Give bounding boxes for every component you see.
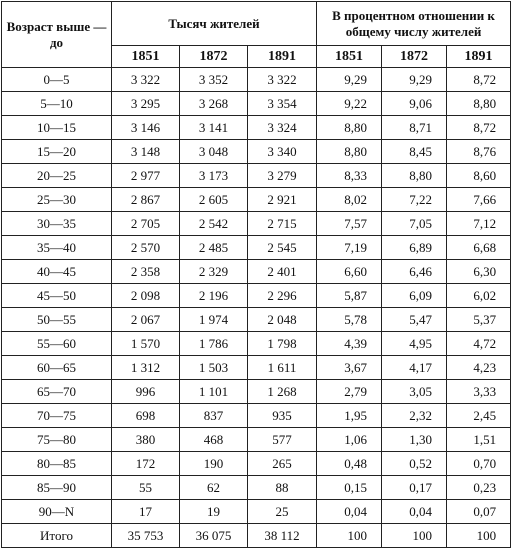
percent-cell: 0,04 xyxy=(317,500,382,524)
age-cell: 55—60 xyxy=(2,332,112,356)
percent-cell: 7,12 xyxy=(447,212,511,236)
thousands-cell: 1 503 xyxy=(180,356,248,380)
thousands-cell: 3 146 xyxy=(112,116,180,140)
thousands-cell: 62 xyxy=(180,476,248,500)
year-header-percent-1872: 1872 xyxy=(382,46,447,68)
percent-cell: 5,78 xyxy=(317,308,382,332)
percent-cell: 0,07 xyxy=(447,500,511,524)
header-row-1 xyxy=(2,2,511,46)
thousands-cell: 2 067 xyxy=(112,308,180,332)
age-cell: 75—80 xyxy=(2,428,112,452)
thousands-cell: 88 xyxy=(248,476,317,500)
thousands-cell: 55 xyxy=(112,476,180,500)
thousands-cell: 3 173 xyxy=(180,164,248,188)
percent-cell: 7,22 xyxy=(382,188,447,212)
percent-cell: 8,60 xyxy=(447,164,511,188)
thousands-cell: 935 xyxy=(248,404,317,428)
thousands-cell: 2 401 xyxy=(248,260,317,284)
thousands-cell: 468 xyxy=(180,428,248,452)
thousands-cell: 3 148 xyxy=(112,140,180,164)
percent-cell: 6,09 xyxy=(382,284,447,308)
percent-cell: 2,32 xyxy=(382,404,447,428)
thousands-cell: 19 xyxy=(180,500,248,524)
table-row xyxy=(2,284,511,308)
thousands-cell: 2 296 xyxy=(248,284,317,308)
thousands-cell: 837 xyxy=(180,404,248,428)
thousands-cell: 1 611 xyxy=(248,356,317,380)
thousands-cell: 2 545 xyxy=(248,236,317,260)
age-cell: 80—85 xyxy=(2,452,112,476)
thousands-cell: 2 867 xyxy=(112,188,180,212)
percent-cell: 0,17 xyxy=(382,476,447,500)
age-cell: 35—40 xyxy=(2,236,112,260)
percent-cell: 5,47 xyxy=(382,308,447,332)
table-row xyxy=(2,212,511,236)
thousands-cell: 698 xyxy=(112,404,180,428)
percent-cell: 3,67 xyxy=(317,356,382,380)
percent-cell: 8,80 xyxy=(447,92,511,116)
percent-cell: 4,72 xyxy=(447,332,511,356)
age-cell: 5—10 xyxy=(2,92,112,116)
age-cell: 65—70 xyxy=(2,380,112,404)
thousands-cell: 3 268 xyxy=(180,92,248,116)
thousands-cell: 1 312 xyxy=(112,356,180,380)
percent-cell: 9,22 xyxy=(317,92,382,116)
thousands-cell: 172 xyxy=(112,452,180,476)
thousands-cell: 2 921 xyxy=(248,188,317,212)
table-row xyxy=(2,68,511,92)
percent-cell: 8,45 xyxy=(382,140,447,164)
thousands-cell: 2 485 xyxy=(180,236,248,260)
table-row xyxy=(2,116,511,140)
percent-cell: 5,87 xyxy=(317,284,382,308)
percent-cell: 8,02 xyxy=(317,188,382,212)
percent-cell: 8,33 xyxy=(317,164,382,188)
population-table xyxy=(1,1,511,548)
age-cell: 70—75 xyxy=(2,404,112,428)
thousands-cell: 3 322 xyxy=(248,68,317,92)
percent-cell: 8,76 xyxy=(447,140,511,164)
table-row xyxy=(2,452,511,476)
percent-cell: 4,17 xyxy=(382,356,447,380)
year-header-percent-1891: 1891 xyxy=(447,46,511,68)
percent-cell: 9,29 xyxy=(317,68,382,92)
thousands-cell: 2 358 xyxy=(112,260,180,284)
percent-cell: 4,95 xyxy=(382,332,447,356)
thousands-cell: 265 xyxy=(248,452,317,476)
percent-cell: 1,51 xyxy=(447,428,511,452)
percent-cell: 5,37 xyxy=(447,308,511,332)
table-row xyxy=(2,524,511,548)
percent-cell: 4,23 xyxy=(447,356,511,380)
percent-cell: 100 xyxy=(447,524,511,548)
age-cell: Итого xyxy=(2,524,112,548)
percent-cell: 8,72 xyxy=(447,68,511,92)
percent-cell: 0,04 xyxy=(382,500,447,524)
percent-cell: 3,05 xyxy=(382,380,447,404)
thousands-cell: 1 101 xyxy=(180,380,248,404)
thousands-cell: 1 798 xyxy=(248,332,317,356)
thousands-cell: 380 xyxy=(112,428,180,452)
table-row xyxy=(2,404,511,428)
thousands-cell: 3 340 xyxy=(248,140,317,164)
thousands-cell: 1 570 xyxy=(112,332,180,356)
table-row xyxy=(2,356,511,380)
percent-cell: 8,80 xyxy=(382,164,447,188)
thousands-cell: 2 977 xyxy=(112,164,180,188)
thousands-cell: 2 542 xyxy=(180,212,248,236)
age-cell: 15—20 xyxy=(2,140,112,164)
percent-cell: 9,29 xyxy=(382,68,447,92)
table-body xyxy=(2,68,511,548)
age-column-header: Возраст выше — до xyxy=(2,2,112,68)
table-row xyxy=(2,92,511,116)
percent-cell: 1,30 xyxy=(382,428,447,452)
percent-cell: 7,57 xyxy=(317,212,382,236)
percent-cell: 0,48 xyxy=(317,452,382,476)
table-row xyxy=(2,188,511,212)
thousands-cell: 3 352 xyxy=(180,68,248,92)
thousands-cell: 577 xyxy=(248,428,317,452)
thousands-cell: 17 xyxy=(112,500,180,524)
year-header-thousands-1851: 1851 xyxy=(112,46,180,68)
table-row xyxy=(2,260,511,284)
thousands-cell: 2 715 xyxy=(248,212,317,236)
percent-cell: 8,71 xyxy=(382,116,447,140)
thousands-cell: 3 279 xyxy=(248,164,317,188)
year-header-percent-1851: 1851 xyxy=(317,46,382,68)
percent-cell: 2,45 xyxy=(447,404,511,428)
table-row xyxy=(2,164,511,188)
thousands-cell: 1 974 xyxy=(180,308,248,332)
table-row xyxy=(2,500,511,524)
table-row xyxy=(2,140,511,164)
age-cell: 0—5 xyxy=(2,68,112,92)
age-cell: 45—50 xyxy=(2,284,112,308)
thousands-cell: 3 322 xyxy=(112,68,180,92)
percent-cell: 8,80 xyxy=(317,116,382,140)
percent-cell: 6,30 xyxy=(447,260,511,284)
percent-cell: 100 xyxy=(317,524,382,548)
percent-cell: 2,79 xyxy=(317,380,382,404)
percent-cell: 9,06 xyxy=(382,92,447,116)
thousands-cell: 2 570 xyxy=(112,236,180,260)
thousands-cell: 190 xyxy=(180,452,248,476)
percent-cell: 100 xyxy=(382,524,447,548)
table-row xyxy=(2,236,511,260)
age-cell: 10—15 xyxy=(2,116,112,140)
table-row xyxy=(2,308,511,332)
thousands-cell: 2 605 xyxy=(180,188,248,212)
percent-cell: 7,19 xyxy=(317,236,382,260)
percent-cell: 0,52 xyxy=(382,452,447,476)
percent-cell: 0,15 xyxy=(317,476,382,500)
age-cell: 40—45 xyxy=(2,260,112,284)
age-cell: 25—30 xyxy=(2,188,112,212)
age-cell: 90—N xyxy=(2,500,112,524)
thousands-cell: 996 xyxy=(112,380,180,404)
thousands-cell: 25 xyxy=(248,500,317,524)
table-row xyxy=(2,332,511,356)
age-cell: 60—65 xyxy=(2,356,112,380)
year-header-thousands-1891: 1891 xyxy=(248,46,317,68)
thousands-cell: 35 753 xyxy=(112,524,180,548)
thousands-cell: 2 098 xyxy=(112,284,180,308)
age-cell: 30—35 xyxy=(2,212,112,236)
percent-group-header: В процентном отношении к общему числу жителей xyxy=(317,2,511,46)
age-cell: 85—90 xyxy=(2,476,112,500)
percent-cell: 6,02 xyxy=(447,284,511,308)
percent-cell: 6,68 xyxy=(447,236,511,260)
percent-cell: 6,60 xyxy=(317,260,382,284)
percent-cell: 0,70 xyxy=(447,452,511,476)
thousands-cell: 3 354 xyxy=(248,92,317,116)
thousands-group-header: Тысяч жителей xyxy=(112,2,317,46)
percent-cell: 3,33 xyxy=(447,380,511,404)
table-row xyxy=(2,428,511,452)
thousands-cell: 3 141 xyxy=(180,116,248,140)
year-header-thousands-1872: 1872 xyxy=(180,46,248,68)
percent-cell: 7,66 xyxy=(447,188,511,212)
percent-cell: 1,06 xyxy=(317,428,382,452)
percent-cell: 4,39 xyxy=(317,332,382,356)
thousands-cell: 38 112 xyxy=(248,524,317,548)
percent-cell: 0,23 xyxy=(447,476,511,500)
percent-cell: 8,72 xyxy=(447,116,511,140)
percent-cell: 1,95 xyxy=(317,404,382,428)
age-cell: 20—25 xyxy=(2,164,112,188)
thousands-cell: 1 268 xyxy=(248,380,317,404)
thousands-cell: 2 705 xyxy=(112,212,180,236)
thousands-cell: 2 048 xyxy=(248,308,317,332)
table-row xyxy=(2,380,511,404)
thousands-cell: 1 786 xyxy=(180,332,248,356)
percent-cell: 6,89 xyxy=(382,236,447,260)
thousands-cell: 2 329 xyxy=(180,260,248,284)
thousands-cell: 3 295 xyxy=(112,92,180,116)
percent-cell: 8,80 xyxy=(317,140,382,164)
table-row xyxy=(2,476,511,500)
thousands-cell: 36 075 xyxy=(180,524,248,548)
age-cell: 50—55 xyxy=(2,308,112,332)
thousands-cell: 2 196 xyxy=(180,284,248,308)
thousands-cell: 3 048 xyxy=(180,140,248,164)
thousands-cell: 3 324 xyxy=(248,116,317,140)
percent-cell: 6,46 xyxy=(382,260,447,284)
percent-cell: 7,05 xyxy=(382,212,447,236)
